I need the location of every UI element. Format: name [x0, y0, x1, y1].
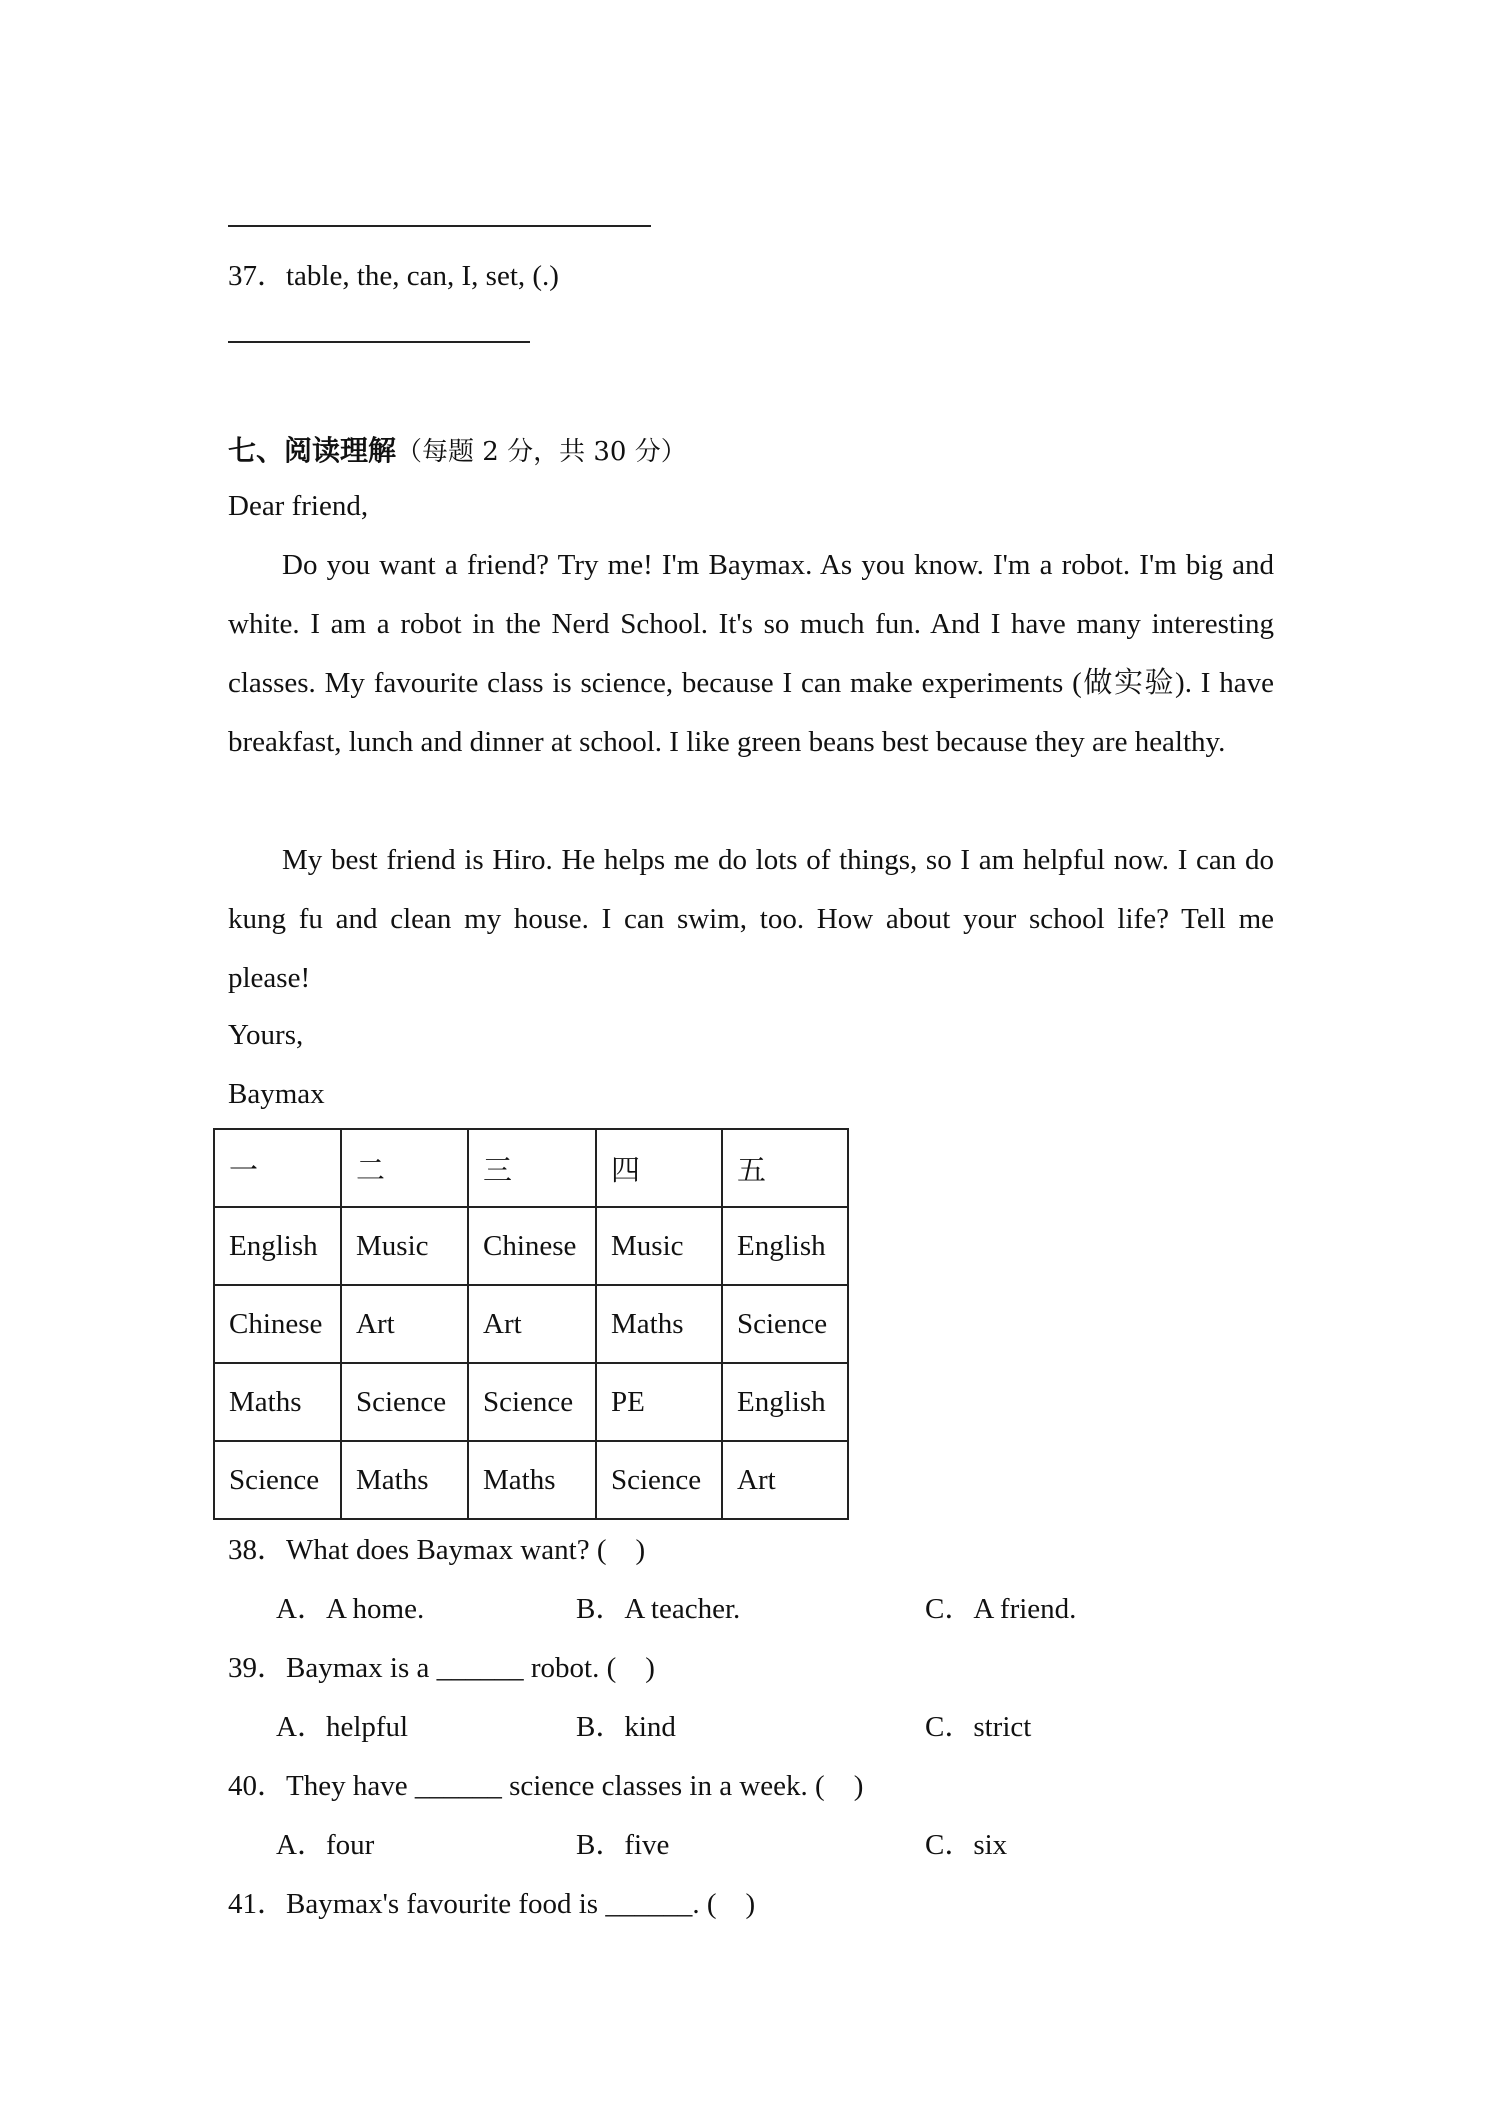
- table-cell: Art: [468, 1285, 596, 1363]
- table-cell: Maths: [468, 1441, 596, 1519]
- table-cell: Chinese: [214, 1285, 341, 1363]
- option-39-a[interactable]: A．helpful: [276, 1711, 409, 1743]
- option-38-b[interactable]: B．A teacher.: [576, 1593, 741, 1625]
- table-row: [214, 1285, 848, 1363]
- class-schedule-table: [213, 1128, 849, 1520]
- section-points: （每题 2 分，共 30 分）: [396, 437, 687, 467]
- table-cell: Music: [596, 1207, 722, 1285]
- table-cell: Maths: [341, 1441, 468, 1519]
- letter-paragraph-2: My best friend is Hiro. He helps me do lots of things, so I am helpful now. I can do kung fu and clean my house. I can swim, too. How about your school life? Tell me please!: [228, 844, 1274, 994]
- option-38-c[interactable]: C．A friend.: [925, 1593, 1077, 1625]
- table-cell: 二: [341, 1129, 468, 1207]
- option-40-b[interactable]: B．five: [576, 1829, 670, 1861]
- table-row: [214, 1441, 848, 1519]
- table-cell: 一: [214, 1129, 341, 1207]
- table-cell: Science: [596, 1441, 722, 1519]
- option-39-c[interactable]: C．strict: [925, 1711, 1032, 1743]
- table-cell: Science: [468, 1363, 596, 1441]
- table-cell: English: [722, 1207, 848, 1285]
- option-39-b[interactable]: B．kind: [576, 1711, 676, 1743]
- section-heading: [228, 429, 687, 469]
- answer-line-37: [228, 341, 530, 343]
- table-cell: Science: [214, 1441, 341, 1519]
- letter-paragraph-1: Do you want a friend? Try me! I'm Baymax. As you know. I'm a robot. I'm big and white. I am a robot in the Nerd School. It's so much fun. And I have many interesting classes. My favourite class is science, because I can make experiments (做实验). I have breakfast, lunch and dinner at school. I like green beans best because they are healthy.: [228, 549, 1274, 758]
- question-41: 41．Baymax's favourite food is ______. ( ): [228, 1888, 756, 1920]
- table-cell: Chinese: [468, 1207, 596, 1285]
- table-cell: Music: [341, 1207, 468, 1285]
- answer-line-36: [228, 225, 651, 227]
- question-39: 39．Baymax is a ______ robot. ( ): [228, 1652, 655, 1684]
- table-cell: Art: [722, 1441, 848, 1519]
- table-cell: English: [722, 1363, 848, 1441]
- letter-closing: Yours,: [228, 1019, 304, 1051]
- table-cell: English: [214, 1207, 341, 1285]
- table-cell: Art: [341, 1285, 468, 1363]
- table-cell: Maths: [214, 1363, 341, 1441]
- table-row: [214, 1363, 848, 1441]
- question-38: 38．What does Baymax want? ( ): [228, 1534, 646, 1566]
- option-40-a[interactable]: A．four: [276, 1829, 375, 1861]
- table-cell: Maths: [596, 1285, 722, 1363]
- letter-signature: Baymax: [228, 1078, 325, 1110]
- table-cell: Science: [722, 1285, 848, 1363]
- table-cell: PE: [596, 1363, 722, 1441]
- option-38-a[interactable]: A．A home.: [276, 1593, 425, 1625]
- table-row: [214, 1207, 848, 1285]
- letter-greeting: Dear friend,: [228, 490, 369, 522]
- option-40-c[interactable]: C．six: [925, 1829, 1008, 1861]
- table-cell: 三: [468, 1129, 596, 1207]
- table-cell: 五: [722, 1129, 848, 1207]
- table-cell: Science: [341, 1363, 468, 1441]
- table-cell: 四: [596, 1129, 722, 1207]
- section-title: 七、阅读理解: [228, 434, 397, 467]
- table-header-row: [214, 1129, 848, 1207]
- question-37: 37．table, the, can, I, set, (.): [228, 260, 559, 292]
- question-40: 40．They have ______ science classes in a week. ( ): [228, 1770, 864, 1802]
